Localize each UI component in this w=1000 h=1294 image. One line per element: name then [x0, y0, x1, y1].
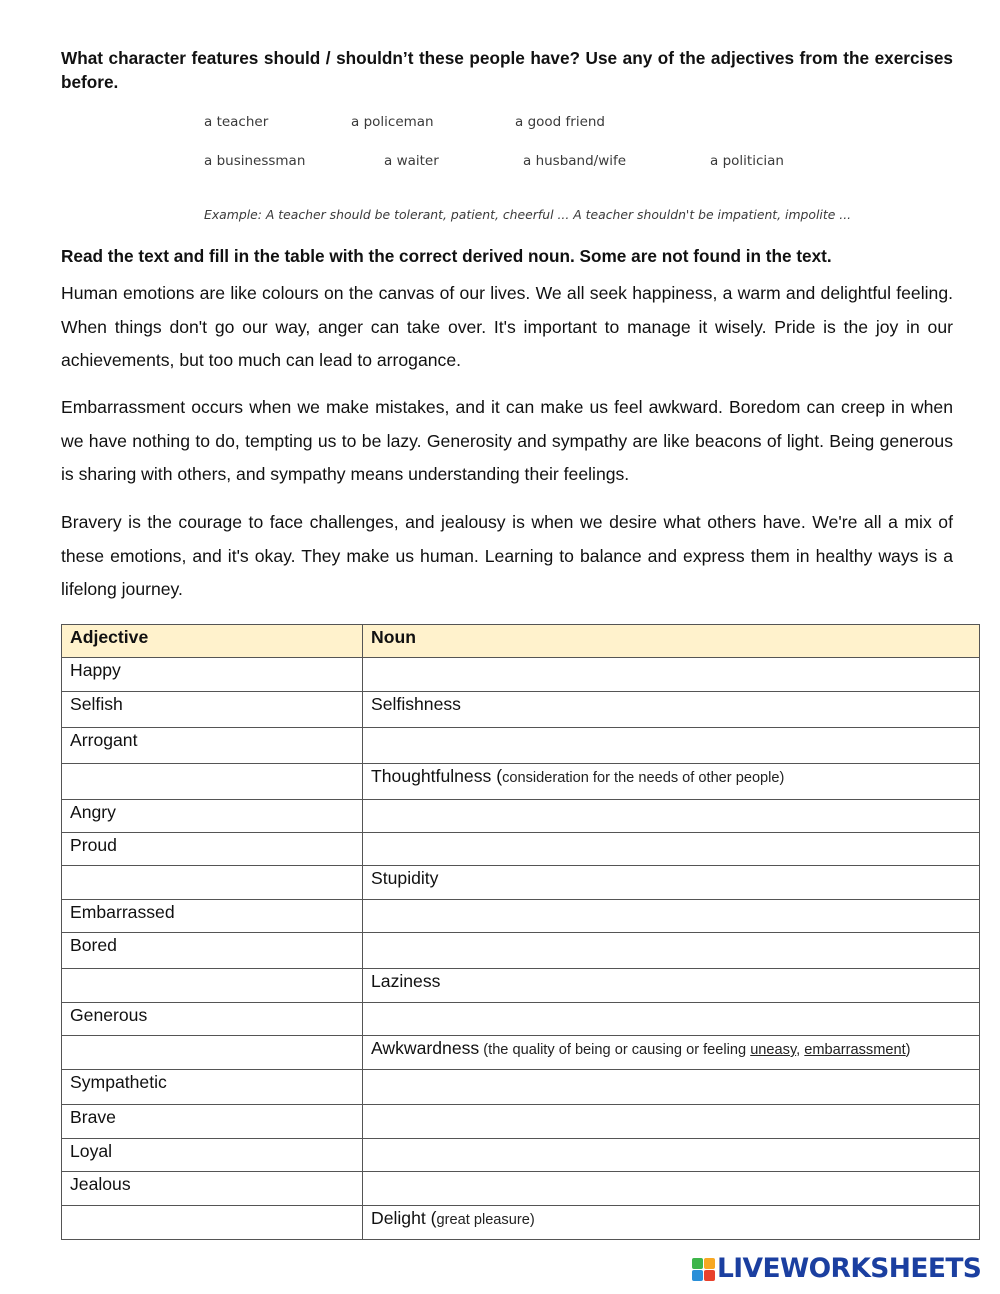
noun-cell[interactable] [363, 1003, 980, 1036]
noun-cell [363, 1036, 980, 1070]
noun-cell[interactable] [363, 1139, 980, 1172]
table-row [62, 1139, 980, 1172]
adjective-cell: Generous [62, 1003, 363, 1036]
person-businessman: a businessman [204, 153, 306, 169]
person-teacher: a teacher [204, 114, 269, 130]
adjective-cell: Arrogant [62, 728, 363, 764]
noun-cell[interactable] [363, 800, 980, 833]
table-row [62, 1070, 980, 1105]
header-noun: Noun [363, 625, 980, 658]
exercise-2-instruction: Read the text and fill in the table with the correct derived noun. Some are not found in the text. [61, 246, 832, 266]
noun-text: Delight ( [371, 1208, 437, 1228]
adjective-cell: Angry [62, 800, 363, 833]
adjective-cell[interactable] [62, 1206, 363, 1240]
table-row [62, 1206, 980, 1240]
noun-cell[interactable] [363, 1105, 980, 1139]
table-header-row [62, 625, 980, 658]
adjective-cell: Selfish [62, 692, 363, 728]
noun-cell[interactable] [363, 1172, 980, 1206]
table-row [62, 900, 980, 933]
table-row [62, 1003, 980, 1036]
noun-cell [363, 764, 980, 800]
noun-cell [363, 969, 980, 1003]
note-post: ) [905, 1042, 911, 1058]
noun-text: Stupidity [371, 868, 439, 888]
reading-paragraph-2: Embarrassment occurs when we make mistakes, and it can make us feel awkward. Boredom can creep in when we have nothing to do, tempting us to be lazy. Generosity and sympathy are like beacons of light. Being generous is sharing with others, and sympathy means understanding their feelings. [61, 397, 953, 484]
noun-cell[interactable] [363, 900, 980, 933]
table-row [62, 728, 980, 764]
noun-cell [363, 1206, 980, 1240]
person-policeman: a policeman [351, 114, 434, 130]
person-good-friend: a good friend [515, 114, 605, 130]
adjective-cell: Brave [62, 1105, 363, 1139]
noun-cell[interactable] [363, 658, 980, 692]
reading-paragraph-3: Bravery is the courage to face challenges, and jealousy is when we desire what others have. We're all a mix of these emotions, and it's okay. They make us human. Learning to balance and express them in healthy ways is a lifelong journey. [61, 512, 953, 599]
adjective-cell: Embarrassed [62, 900, 363, 933]
person-husband-wife: a husband/wife [523, 153, 627, 169]
adjective-cell: Jealous [62, 1172, 363, 1206]
table-row [62, 1036, 980, 1070]
adjective-cell: Sympathetic [62, 1070, 363, 1105]
note: consideration for the needs of other people) [502, 770, 785, 786]
table-row [62, 692, 980, 728]
adjective-cell: Proud [62, 833, 363, 866]
table-row [62, 658, 980, 692]
note-link1: uneasy [750, 1042, 797, 1058]
table-row [62, 764, 980, 800]
table-row [62, 800, 980, 833]
liveworksheets-logo-icon [692, 1258, 716, 1282]
noun-text: Thoughtfulness ( [371, 766, 503, 786]
table-row [62, 1105, 980, 1139]
adjective-cell[interactable] [62, 1036, 363, 1070]
noun-cell [363, 866, 980, 900]
person-politician: a politician [710, 153, 784, 169]
note: great pleasure) [436, 1212, 535, 1228]
noun-cell[interactable] [363, 728, 980, 764]
adjective-cell[interactable] [62, 969, 363, 1003]
adjective-cell[interactable] [62, 764, 363, 800]
noun-cell[interactable] [363, 1070, 980, 1105]
adjective-cell: Loyal [62, 1139, 363, 1172]
table-row [62, 933, 980, 969]
person-waiter: a waiter [384, 153, 439, 169]
liveworksheets-logo-text: LIVEWORKSHEETS [717, 1253, 982, 1284]
adjective-cell: Bored [62, 933, 363, 969]
noun-cell[interactable] [363, 933, 980, 969]
header-adjective: Adjective [62, 625, 363, 658]
liveworksheets-logo [692, 1255, 992, 1285]
example-sentence: Example: A teacher should be tolerant, patient, cheerful ... A teacher shouldn't be impatient, impolite ... [204, 207, 852, 222]
noun-cell[interactable] [363, 833, 980, 866]
noun-text: Selfishness [371, 694, 461, 714]
note-sep: , [796, 1042, 805, 1058]
derived-noun-table [61, 624, 980, 1240]
table-row [62, 969, 980, 1003]
people-list [0, 0, 1000, 240]
noun-text: Laziness [371, 971, 441, 991]
note-pre: (the quality of being or causing or feeling [479, 1042, 751, 1058]
table-row [62, 833, 980, 866]
table-row [62, 866, 980, 900]
note-link2: embarrassment [804, 1042, 906, 1058]
reading-paragraph-1: Human emotions are like colours on the canvas of our lives. We all seek happiness, a warm and delightful feeling. When things don't go our way, anger can take over. It's important to manage it wisely. Pride is the joy in our achievements, but too much can lead to arrogance. [61, 283, 953, 370]
adjective-cell[interactable] [62, 866, 363, 900]
exercise-1-instruction: What character features should / shouldn’t these people have? Use any of the adjectives from the exercises before. [61, 48, 953, 92]
adjective-cell: Happy [62, 658, 363, 692]
noun-text: Awkwardness [371, 1038, 480, 1058]
noun-cell [363, 692, 980, 728]
table-row [62, 1172, 980, 1206]
